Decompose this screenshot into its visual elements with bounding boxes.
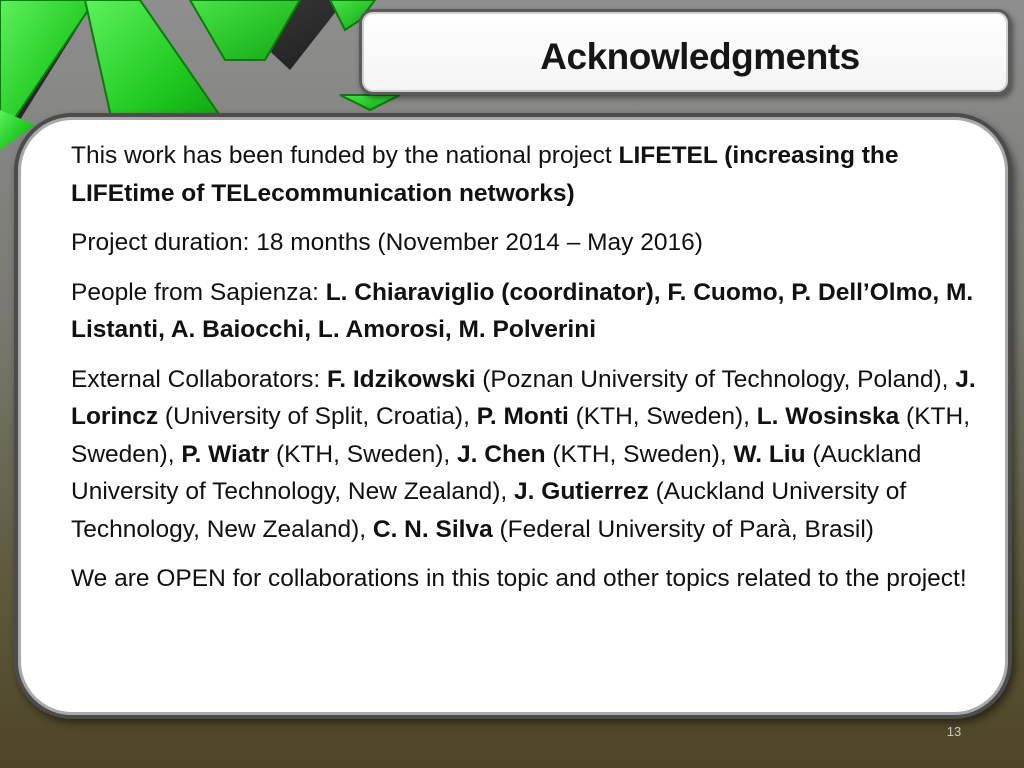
collaborator-affiliation: (Poznan University of Technology, Poland), — [475, 365, 956, 393]
collaborator-name: L. Wosinska — [756, 403, 900, 430]
external-intro: External Collaborators: — [71, 365, 328, 393]
funding-text: This work has been funded by the national project — [71, 142, 619, 169]
project-name: LIFETEL (increasing the LIFEtime of TELecommunication networks) — [71, 142, 899, 207]
duration-paragraph — [71, 224, 986, 262]
collaborator-name: W. Liu — [733, 440, 806, 468]
people-intro: People from Sapienza: — [71, 278, 326, 306]
collaborator-affiliation: (KTH, Sweden), — [71, 403, 971, 468]
collaborator-name: J. Chen — [457, 440, 546, 468]
content-body — [71, 137, 986, 610]
collaborator-affiliation: (Auckland University of Technology, New Zealand), — [71, 440, 922, 505]
funding-paragraph — [71, 137, 986, 212]
external-collaborators-paragraph — [71, 361, 986, 549]
collaborator-affiliation: (KTH, Sweden), — [269, 440, 458, 468]
people-names: L. Chiaraviglio (coordinator), F. Cuomo, P. Dell’Olmo, M. Listanti, A. Baiocchi, L. Amorosi, M. Polverini — [71, 278, 974, 343]
title-box — [359, 9, 1011, 95]
content-box — [14, 113, 1012, 719]
collaborator-affiliation: (KTH, Sweden), — [568, 403, 757, 430]
slide-title: Acknowledgments — [540, 36, 860, 77]
collaborator-name: C. N. Silva — [372, 515, 493, 543]
duration-text: Project duration: 18 months (November 2014 – May 2016) — [71, 229, 703, 256]
collaborator-affiliation: (KTH, Sweden), — [545, 440, 734, 468]
page-number: 13 — [946, 724, 962, 739]
collaborator-affiliation: (Auckland University of Technology, New Zealand), — [71, 478, 907, 543]
collaborator-name: P. Monti — [476, 403, 569, 430]
collaborator-name: J. Gutierrez — [514, 478, 649, 505]
collaborator-name: F. Idzikowski — [327, 365, 476, 393]
open-collaboration-paragraph — [71, 560, 986, 598]
open-text: We are OPEN for collaborations in this topic and other topics related to the project! — [71, 565, 967, 592]
people-paragraph — [71, 274, 986, 349]
collaborator-name: J. Lorincz — [71, 365, 976, 430]
collaborator-name: P. Wiatr — [181, 440, 270, 468]
collaborator-affiliation: (University of Split, Croatia), — [158, 403, 477, 430]
collaborator-affiliation: (Federal University of Parà, Brasil) — [492, 515, 874, 543]
